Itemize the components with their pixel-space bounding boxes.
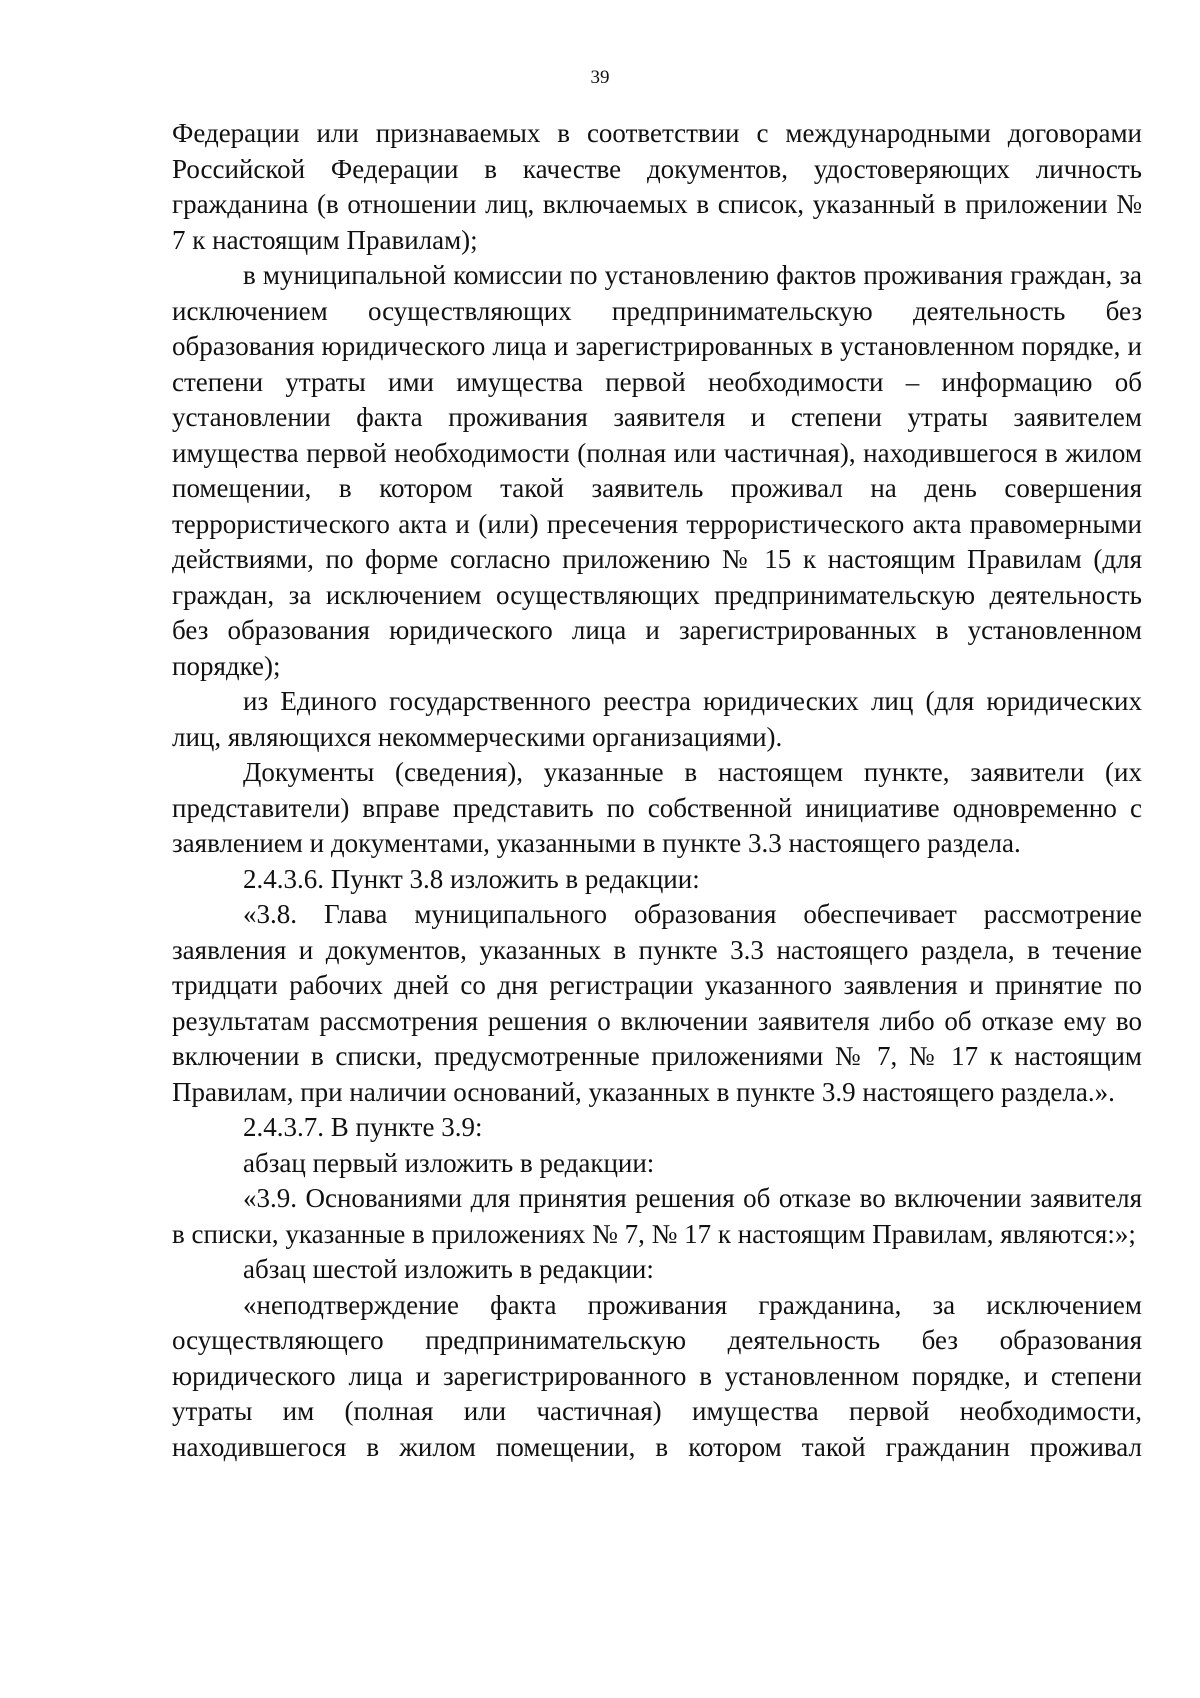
paragraph-id-documents-continuation: Федерации или признаваемых в соответствии с международными договорами Российской Федерации в качестве документов, удостоверяющих личность гражданина (в отношении лиц, включаемых в список, указанный в приложении № 7 к настоящим Правилам); [172,118,1142,255]
paragraph-documents-own-initiative: Документы (сведения), указанные в настоящем пункте, заявители (их представители) вправе представить по собственной инициативе одновременно с заявлением и документами, указанными в пункте 3.3 настоящего раздела. [172,757,1142,858]
paragraph-sixth-subclause-note: абзац шестой изложить в редакции: [243,1254,654,1284]
paragraph-clause-3-9: «3.9. Основаниями для принятия решения об отказе во включении заявителя в списки, указанные в приложениях № 7, № 17 к настоящим Правилам, являются:»; [172,1183,1142,1249]
paragraph-amendment-2-4-3-6: 2.4.3.6. Пункт 3.8 изложить в редакции: [243,863,700,894]
paragraph-first-subclause-note: абзац первый изложить в редакции: [243,1147,655,1178]
page-number: 39 [590,67,610,88]
paragraph-municipal-commission: в муниципальной комиссии по установлению фактов проживания граждан, за исключением осуществляющих предпринимательскую деятельность без образования юридического лица и зарегистрированных в установленном порядке, и степени утраты ими имущества первой необходимости – информацию об установлении факта проживания заявителя и степени утраты заявителем имущества первой необходимости (полная или частичная), находившегося в жилом помещении, в котором такой заявитель проживал на день совершения террористического акта и (или) пресечения террористического акта правомерными действиями, по форме согласно приложению № 15 к настоящим Правилам (для граждан, за исключением осуществляющих предпринимательскую деятельность без образования юридического лица и зарегистрированных в установленном порядке); [172,260,1142,681]
paragraph-legal-entities-registry: из Единого государственного реестра юридических лиц (для юридических лиц, являющихся некоммерческими организациями). [172,686,1142,752]
document-body [172,116,1142,1465]
paragraph-clause-3-8: «3.8. Глава муниципального образования обеспечивает рассмотрение заявления и документов, указанных в пункте 3.3 настоящего раздела, в течение тридцати рабочих дней со дня регистрации указанного заявления и принятие по результатам рассмотрения решения о включении заявителя либо об отказе ему во включении в списки, предусмотренные приложениями № 7, № 17 к настоящим Правилам, при наличии оснований, указанных в пункте 3.9 настоящего раздела.». [172,899,1142,1107]
paragraph-non-confirmation: «неподтверждение факта проживания гражданина, за исключением осуществляющего предпринимательскую деятельность без образования юридического лица и зарегистрированного в установленном порядке, и степени утраты им (полная или частичная) имущества первой необходимости, находившегося в жилом помещении, в котором такой гражданин проживал [172,1289,1142,1462]
paragraph-amendment-2-4-3-7: 2.4.3.7. В пункте 3.9: [243,1112,483,1142]
